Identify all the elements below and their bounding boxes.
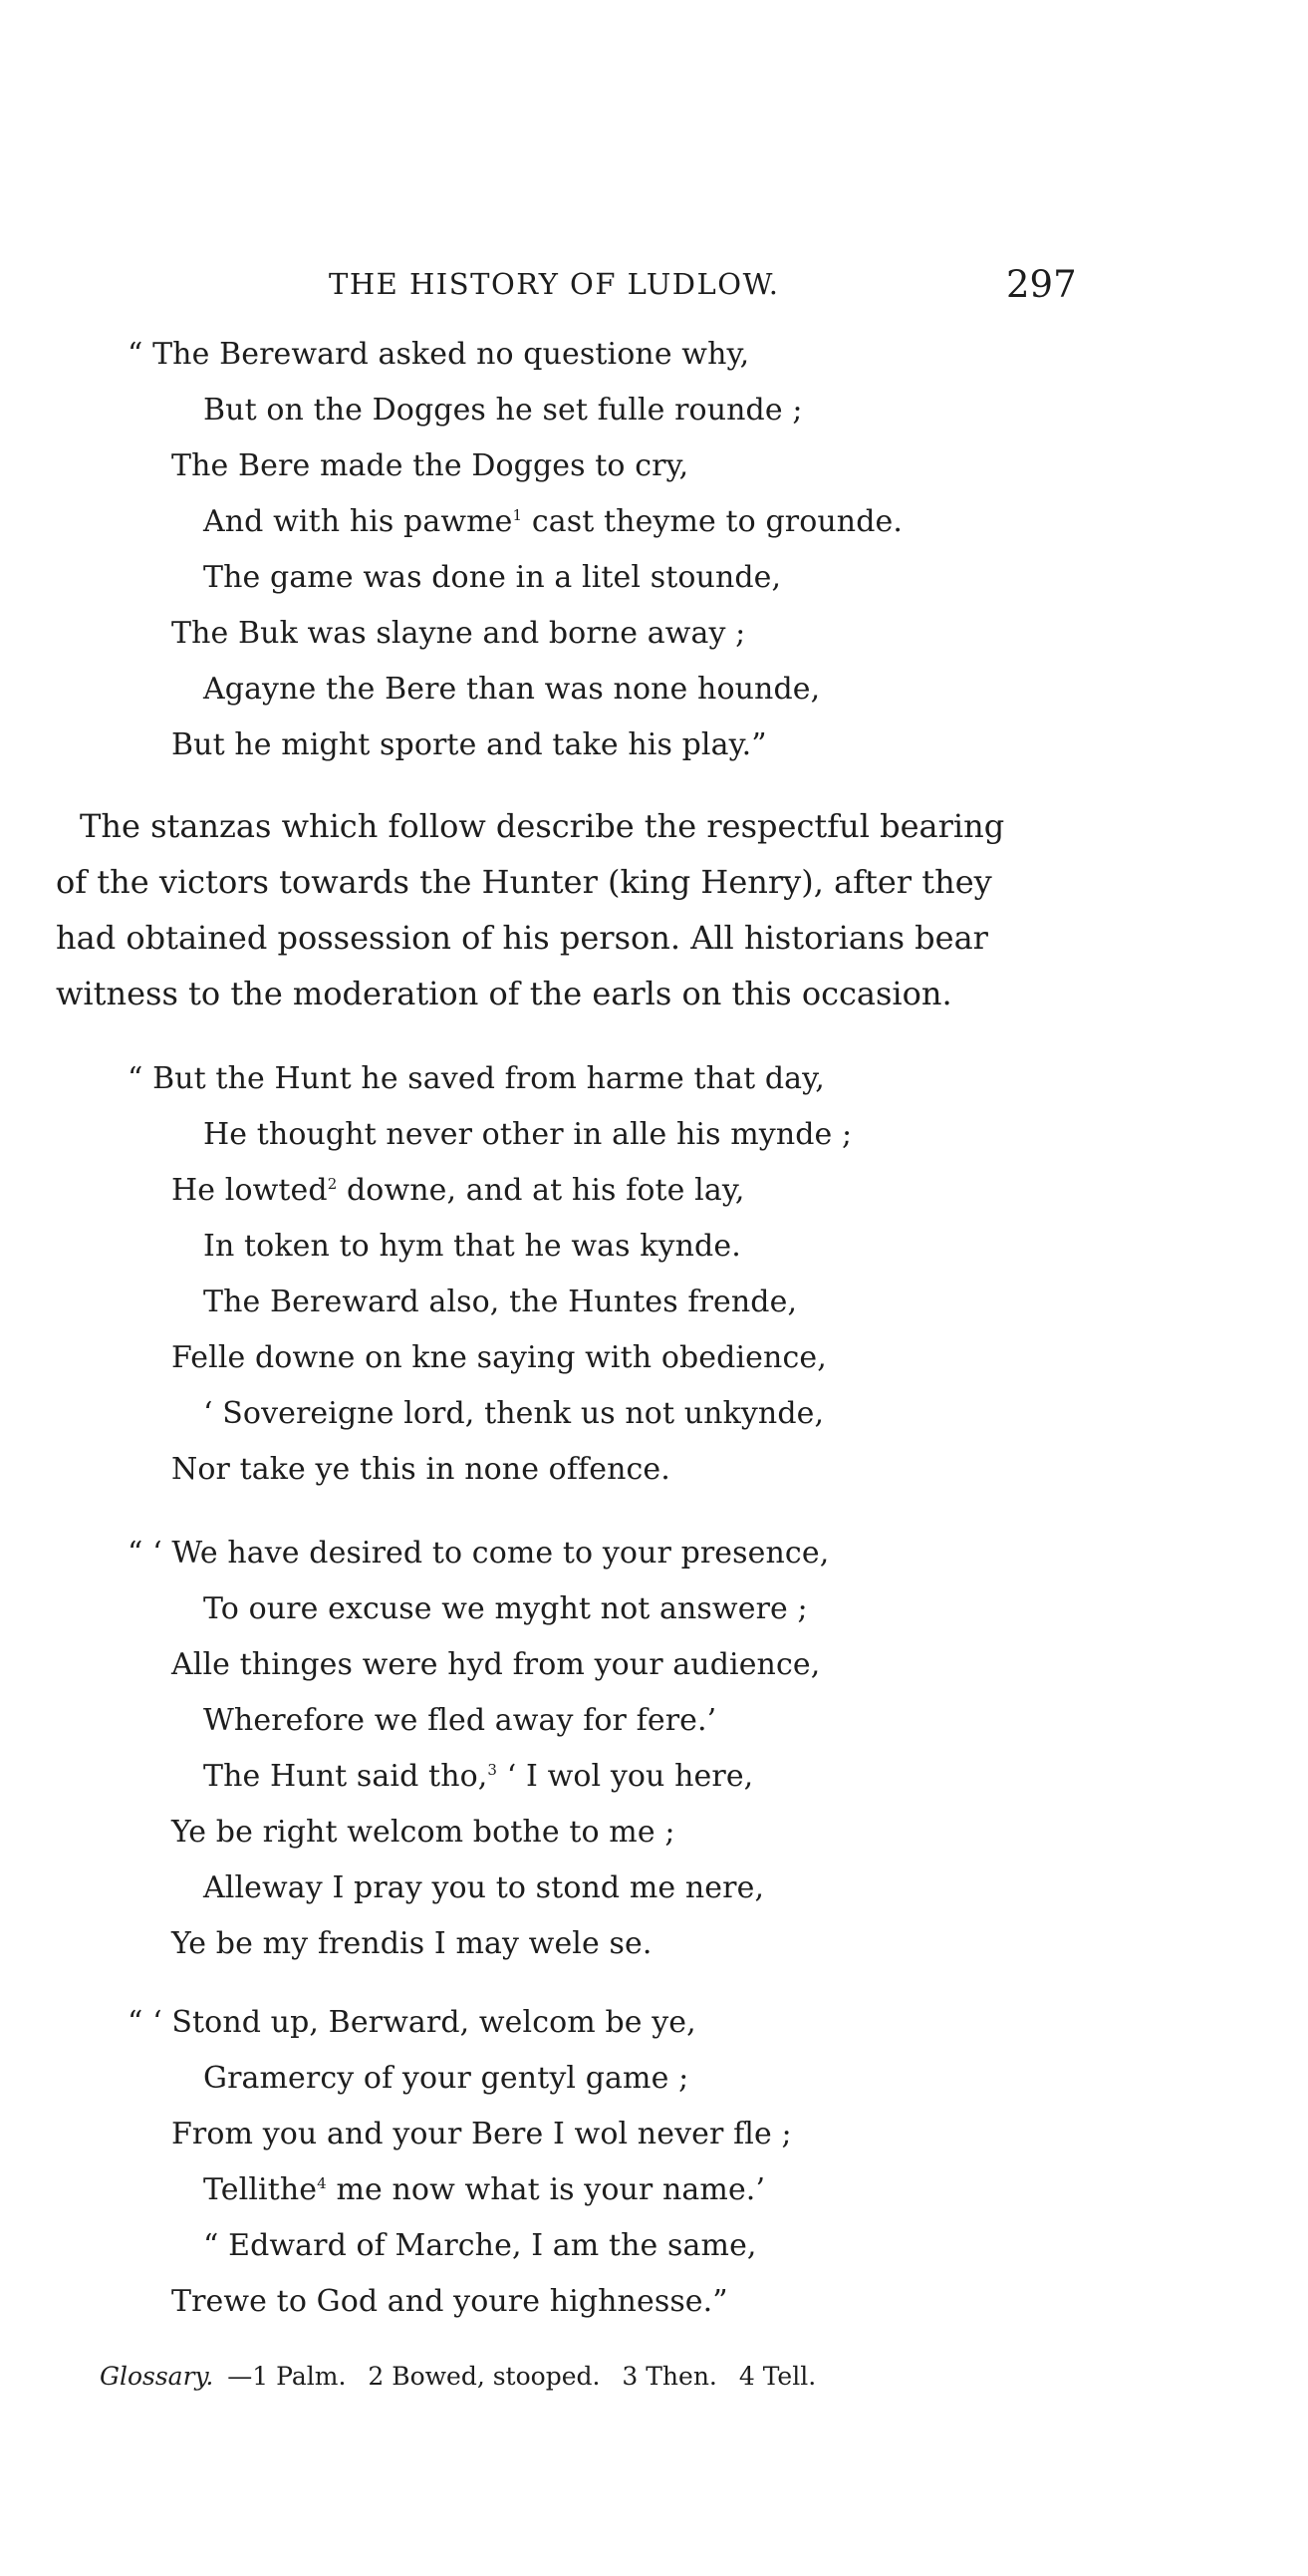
- verse-line: The game was done in a litel stounde,: [203, 560, 782, 595]
- glossary-entry: 2 Bowed, stooped.: [368, 2362, 601, 2391]
- verse-line: The Bere made the Dogges to cry,: [171, 448, 689, 483]
- verse-line: Felle downe on kne saying with obedience,: [171, 1340, 827, 1375]
- verse-line: Ye be my frendis I may wele se.: [171, 1926, 653, 1961]
- verse-line: “ But the Hunt he saved from harme that day,: [128, 1061, 825, 1096]
- verse-line: But on the Dogges he set fulle rounde ;: [203, 393, 803, 428]
- glossary-entry: —1 Palm.: [227, 2362, 347, 2391]
- verse-line: And with his pawme$^1$ cast theyme to grounde.: [203, 504, 904, 539]
- verse-line: Nor take ye this in none offence.: [171, 1452, 670, 1487]
- prose-line: had obtained possession of his person. All historians bear: [56, 919, 988, 957]
- page-number: 297: [1006, 263, 1077, 306]
- verse-line: Wherefore we fled away for fere.’: [203, 1703, 717, 1738]
- glossary-footnote: [100, 2362, 816, 2391]
- verse-line: Trewe to God and youre highnesse.”: [171, 2284, 728, 2319]
- prose-line: witness to the moderation of the earls on this occasion.: [56, 975, 952, 1012]
- glossary-entry: 3 Then.: [622, 2362, 717, 2391]
- verse-line: “ ‘ We have desired to come to your presence,: [128, 1536, 830, 1571]
- verse-line: But he might sporte and take his play.”: [171, 727, 767, 762]
- verse-line: “ The Bereward asked no questione why,: [128, 337, 750, 372]
- verse-line: To oure excuse we myght not answere ;: [203, 1591, 808, 1626]
- verse-line: ‘ Sovereigne lord, thenk us not unkynde,: [203, 1396, 825, 1431]
- glossary-entry: 4 Tell.: [738, 2362, 817, 2391]
- verse-line: He thought never other in alle his mynde ;: [203, 1117, 853, 1152]
- prose-line: The stanzas which follow describe the respectful bearing: [80, 807, 1005, 845]
- verse-line: The Hunt said tho,$^3$ ‘ I wol you here,: [203, 1759, 754, 1794]
- running-title: THE HISTORY OF LUDLOW.: [329, 267, 780, 301]
- verse-line: “ ‘ Stond up, Berward, welcom be ye,: [128, 2005, 696, 2040]
- verse-line: The Bereward also, the Huntes frende,: [203, 1285, 798, 1319]
- verse-line: From you and your Bere I wol never fle ;: [171, 2117, 792, 2151]
- verse-line: Alleway I pray you to stond me nere,: [203, 1870, 765, 1905]
- verse-line: Agayne the Bere than was none hounde,: [203, 672, 821, 707]
- verse-line: In token to hym that he was kynde.: [203, 1229, 741, 1264]
- glossary-label: Glossary.: [100, 2362, 214, 2391]
- verse-line: Ye be right welcom bothe to me ;: [171, 1815, 675, 1850]
- verse-line: Tellithe$^4$ me now what is your name.’: [203, 2172, 766, 2207]
- running-head: [0, 263, 1308, 311]
- verse-line: The Buk was slayne and borne away ;: [171, 616, 746, 651]
- verse-line: He lowted$^2$ downe, and at his fote lay,: [171, 1173, 745, 1208]
- verse-line: “ Edward of Marche, I am the same,: [203, 2228, 757, 2263]
- verse-line: Gramercy of your gentyl game ;: [203, 2061, 689, 2096]
- prose-line: of the victors towards the Hunter (king Henry), after they: [56, 863, 992, 901]
- verse-line: Alle thinges were hyd from your audience,: [171, 1647, 821, 1682]
